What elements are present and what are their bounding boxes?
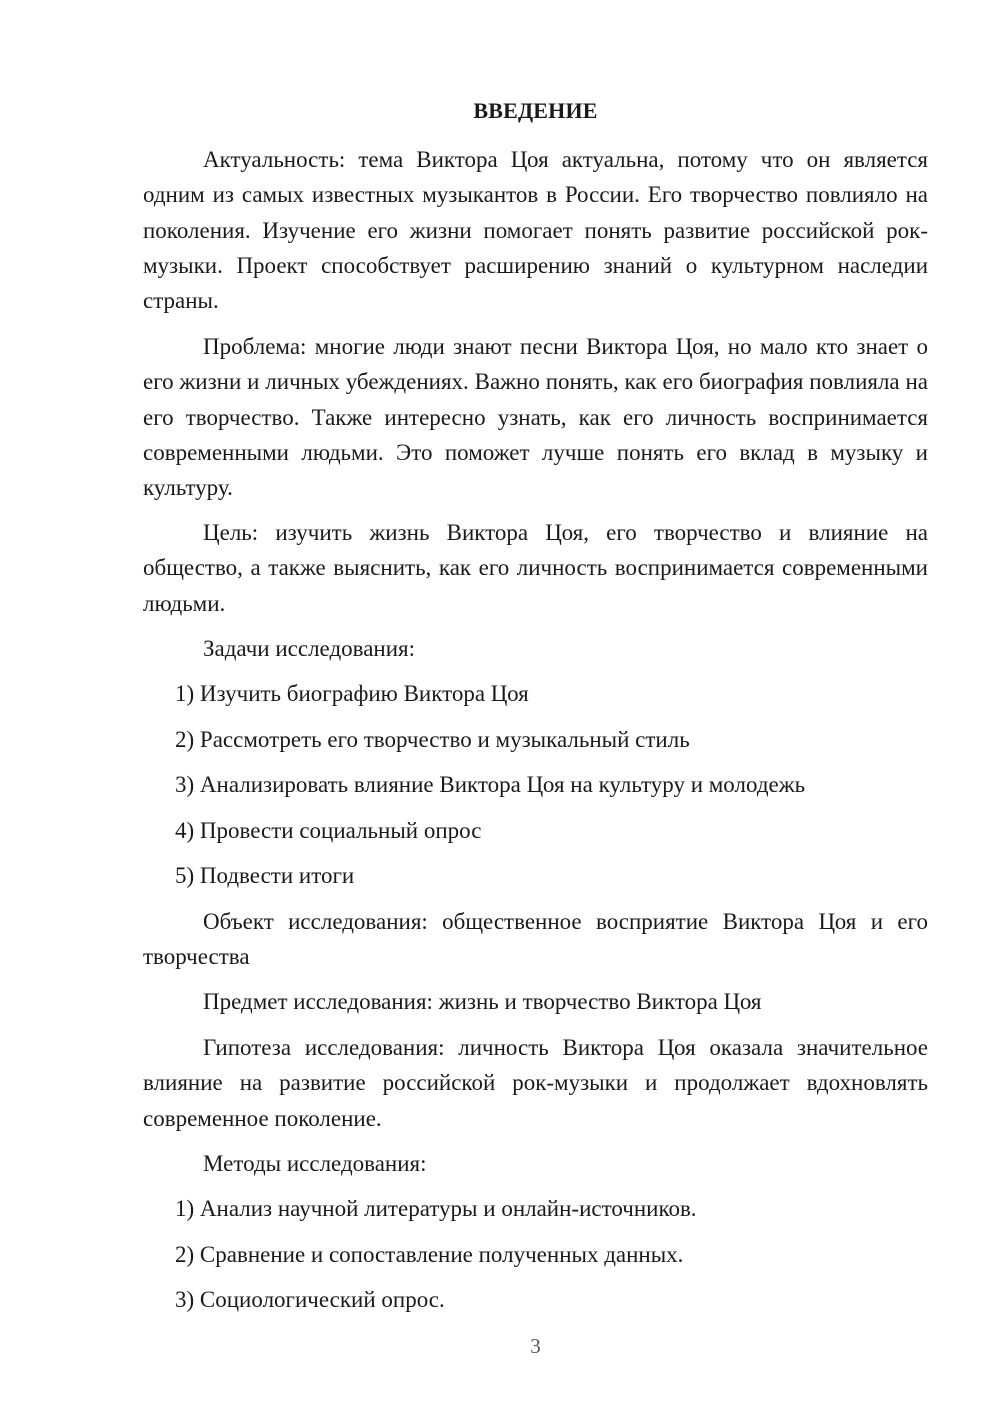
task-item: 2) Рассмотреть его творчество и музыкальный стиль: [175, 727, 690, 752]
object-paragraph: Объект исследования: общественное восприятие Виктора Цоя и его творчества: [143, 909, 928, 970]
task-item: 4) Провести социальный опрос: [175, 818, 482, 843]
task-item: 5) Подвести итоги: [175, 863, 355, 888]
subject-paragraph: Предмет исследования: жизнь и творчество Виктора Цоя: [203, 989, 762, 1014]
method-item: 1) Анализ научной литературы и онлайн-источников.: [175, 1196, 697, 1221]
task-item: 1) Изучить биографию Виктора Цоя: [175, 681, 529, 706]
hypothesis-paragraph: Гипотеза исследования: личность Виктора Цоя оказала значительное влияние на развитие российской рок-музыки и продолжает вдохновлять современное поколение.: [143, 1035, 928, 1131]
relevance-paragraph: Актуальность: тема Виктора Цоя актуальна, потому что он является одним из самых известных музыкантов в России. Его творчество повлияло на поколения. Изучение его жизни помогает понять развитие российской рок-музыки. Проект способствует расширению знаний о культурном наследии страны.: [143, 147, 928, 314]
tasks-heading: Задачи исследования:: [203, 636, 416, 661]
method-item: 3) Социологический опрос.: [175, 1287, 445, 1312]
goal-paragraph: Цель: изучить жизнь Виктора Цоя, его творчество и влияние на общество, а также выяснить, как его личность воспринимается современными людьми.: [143, 520, 928, 616]
method-item: 2) Сравнение и сопоставление полученных данных.: [175, 1242, 684, 1267]
task-item: 3) Анализировать влияние Виктора Цоя на культуру и молодежь: [175, 772, 806, 797]
page-title: ВВЕДЕНИЕ: [473, 98, 598, 123]
document-page: [143, 0, 928, 1414]
problem-paragraph: Проблема: многие люди знают песни Виктора Цоя, но мало кто знает о его жизни и личных убеждениях. Важно понять, как его биография повлияла на его творчество. Также интересно узнать, как его личность воспринимается современными людьми. Это поможет лучше понять его вклад в музыку и культуру.: [143, 334, 928, 501]
page-number: 3: [530, 1334, 541, 1358]
methods-heading: Методы исследования:: [203, 1151, 427, 1176]
